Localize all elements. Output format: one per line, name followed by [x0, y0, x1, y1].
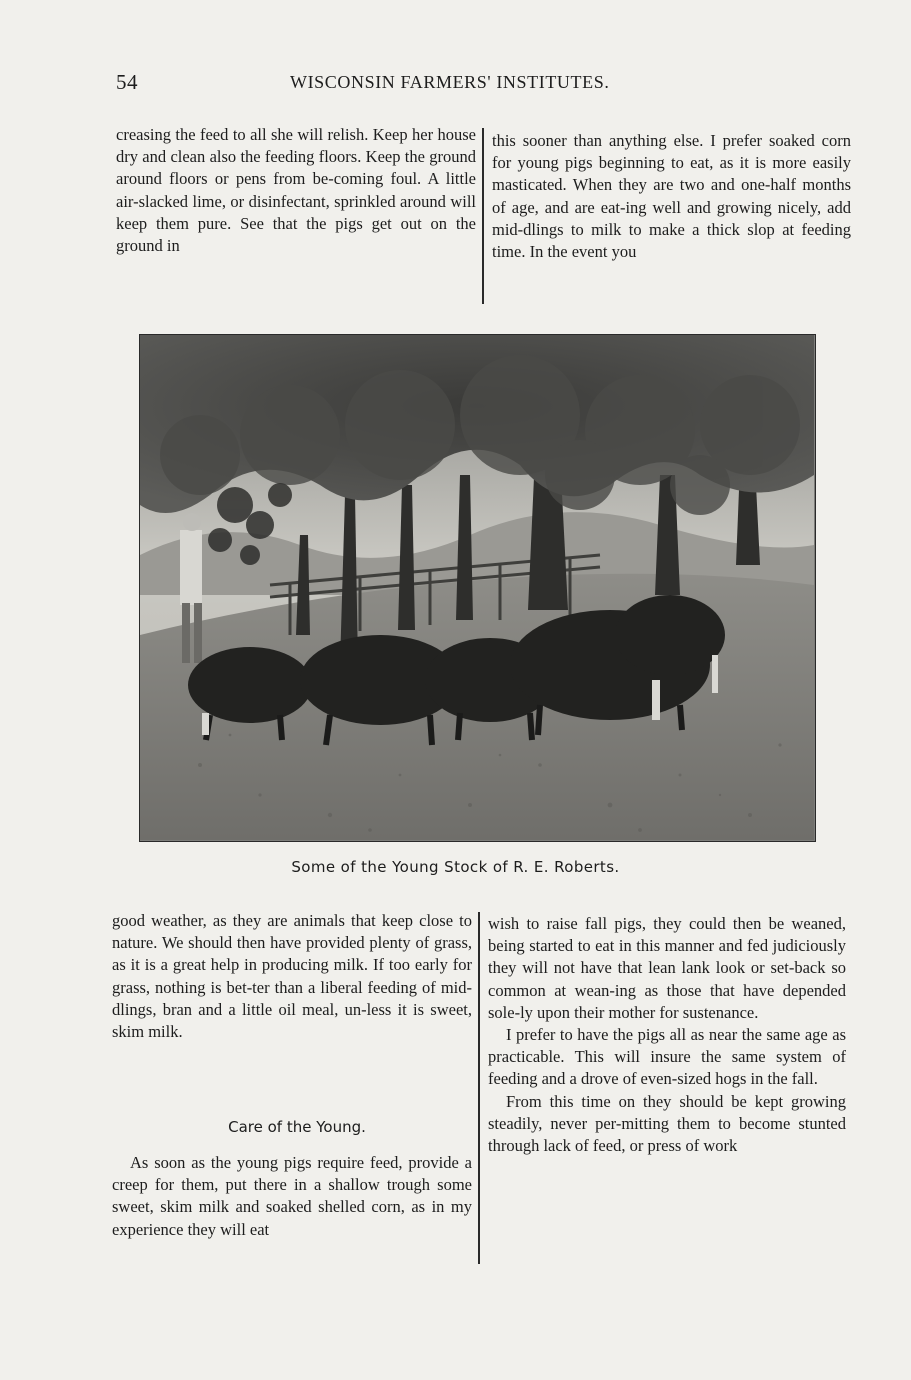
running-head: WISCONSIN FARMERS' INSTITUTES.: [290, 72, 610, 92]
bottom-left-column-continued: [112, 1152, 472, 1241]
bottom-right-column: [488, 913, 846, 1157]
top-left-paragraph: creasing the feed to all she will relish. Keep her house dry and clean also the feeding floors. Keep the ground around floors or pens from be-coming foul. A little air-slacked lime, or disinfectant, sprinkled around will keep them pure. See that the pigs get out on the ground in: [116, 125, 476, 256]
top-left-column: [116, 124, 476, 257]
pigs-photograph: [140, 335, 814, 840]
page-number: 54: [116, 70, 138, 94]
bottom-left-paragraph-2: As soon as the young pigs require feed, provide a creep for them, put there in a shallow trough some sweet, skim milk and soaked shelled corn, as in my experience they will eat: [112, 1153, 472, 1239]
figure-caption: Some of the Young Stock of R. E. Roberts.: [291, 858, 620, 876]
top-right-paragraph: this sooner than anything else. I prefer soaked corn for young pigs beginning to eat, as it is more easily masticated. When they are two and one-half months of age, and are eat-ing well and growing nicely, add mid-dlings to milk to make a thick slop at feeding time. In the event you: [492, 131, 851, 262]
bottom-right-paragraph-3: From this time on they should be kept growing steadily, never per-mitting them to become stunted through lack of feed, or press of work: [488, 1091, 846, 1156]
top-column-divider: [482, 128, 484, 304]
bottom-right-paragraph-1: wish to raise fall pigs, they could then be weaned, being started to eat in this manner and fed judiciously they will not have that lean lank look or set-back so common at wean-ing as those that have depended sole-ly upon their mother for sustenance.: [488, 914, 846, 1022]
bottom-column-divider: [478, 912, 480, 1264]
bottom-left-column: [112, 910, 472, 1043]
photo-figure: [139, 334, 816, 842]
top-right-column: [492, 130, 851, 263]
bottom-left-paragraph-1: good weather, as they are animals that keep close to nature. We should then have provided plenty of grass, as it is a great help in producing milk. If too early for grass, nothing is bet-ter than a liberal feeding of mid-dlings, bran and a little oil meal, un-less it is sweet, skim milk.: [112, 911, 472, 1042]
bottom-right-paragraph-2: I prefer to have the pigs all as near the same age as practicable. This will insure the same system of feeding and a drove of even-sized hogs in the fall.: [488, 1025, 846, 1089]
section-subheading: Care of the Young.: [228, 1118, 366, 1136]
